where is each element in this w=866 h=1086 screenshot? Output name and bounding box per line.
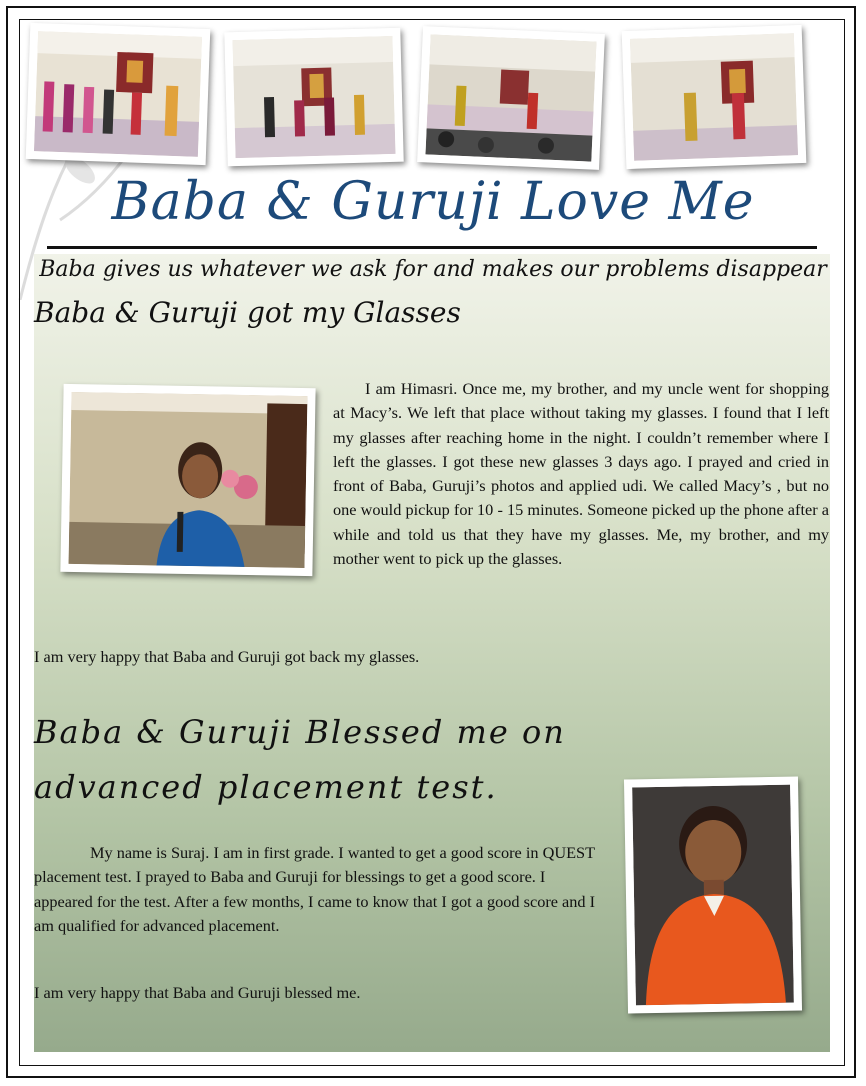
page-title: Baba & Guruji Love Me xyxy=(111,172,755,232)
page-subtitle: Baba gives us whatever we ask for and makes our problems disappear xyxy=(39,257,827,282)
section1-heading: Baba & Guruji got my Glasses xyxy=(34,296,461,329)
section2-heading: Baba & Guruji Blessed me on advanced placement test. xyxy=(34,713,566,806)
section1-closing: I am very happy that Baba and Guruji got back my glasses. xyxy=(34,647,420,666)
section1-story: I am Himasri. Once me, my brother, and my uncle went for shopping at Macy’s. We left that place without taking my glasses. I found that I left my glasses after reaching home in the night. I couldn’t remember where I left the glasses. I got these new glasses 3 days ago. I prayed and cried in front of Baba, Guruji’s photos and applied udi. We called Macy’s , but no one would pickup for 10 - 15 minutes. Someone picked up the phone after a while and told us that they have my glasses. Me, my brother, and my mother went to pick up the glasses. xyxy=(333,379,829,569)
himasri-photo xyxy=(60,384,315,576)
suraj-photo xyxy=(624,776,802,1013)
event-photo-1 xyxy=(26,23,211,165)
title-divider xyxy=(47,246,817,249)
section2-story: My name is Suraj. I am in first grade. I wanted to get a good score in QUEST placement test. I prayed to Baba and Guruji for blessings to get a good score. I appeared for the test. After a few months, I came to know that I got a good score and I am qualified for advanced placement. xyxy=(34,843,596,935)
event-photo-2 xyxy=(224,28,403,167)
event-photo-4 xyxy=(622,25,807,169)
section2-closing: I am very happy that Baba and Guruji blessed me. xyxy=(34,983,361,1002)
event-photo-3 xyxy=(417,26,605,170)
